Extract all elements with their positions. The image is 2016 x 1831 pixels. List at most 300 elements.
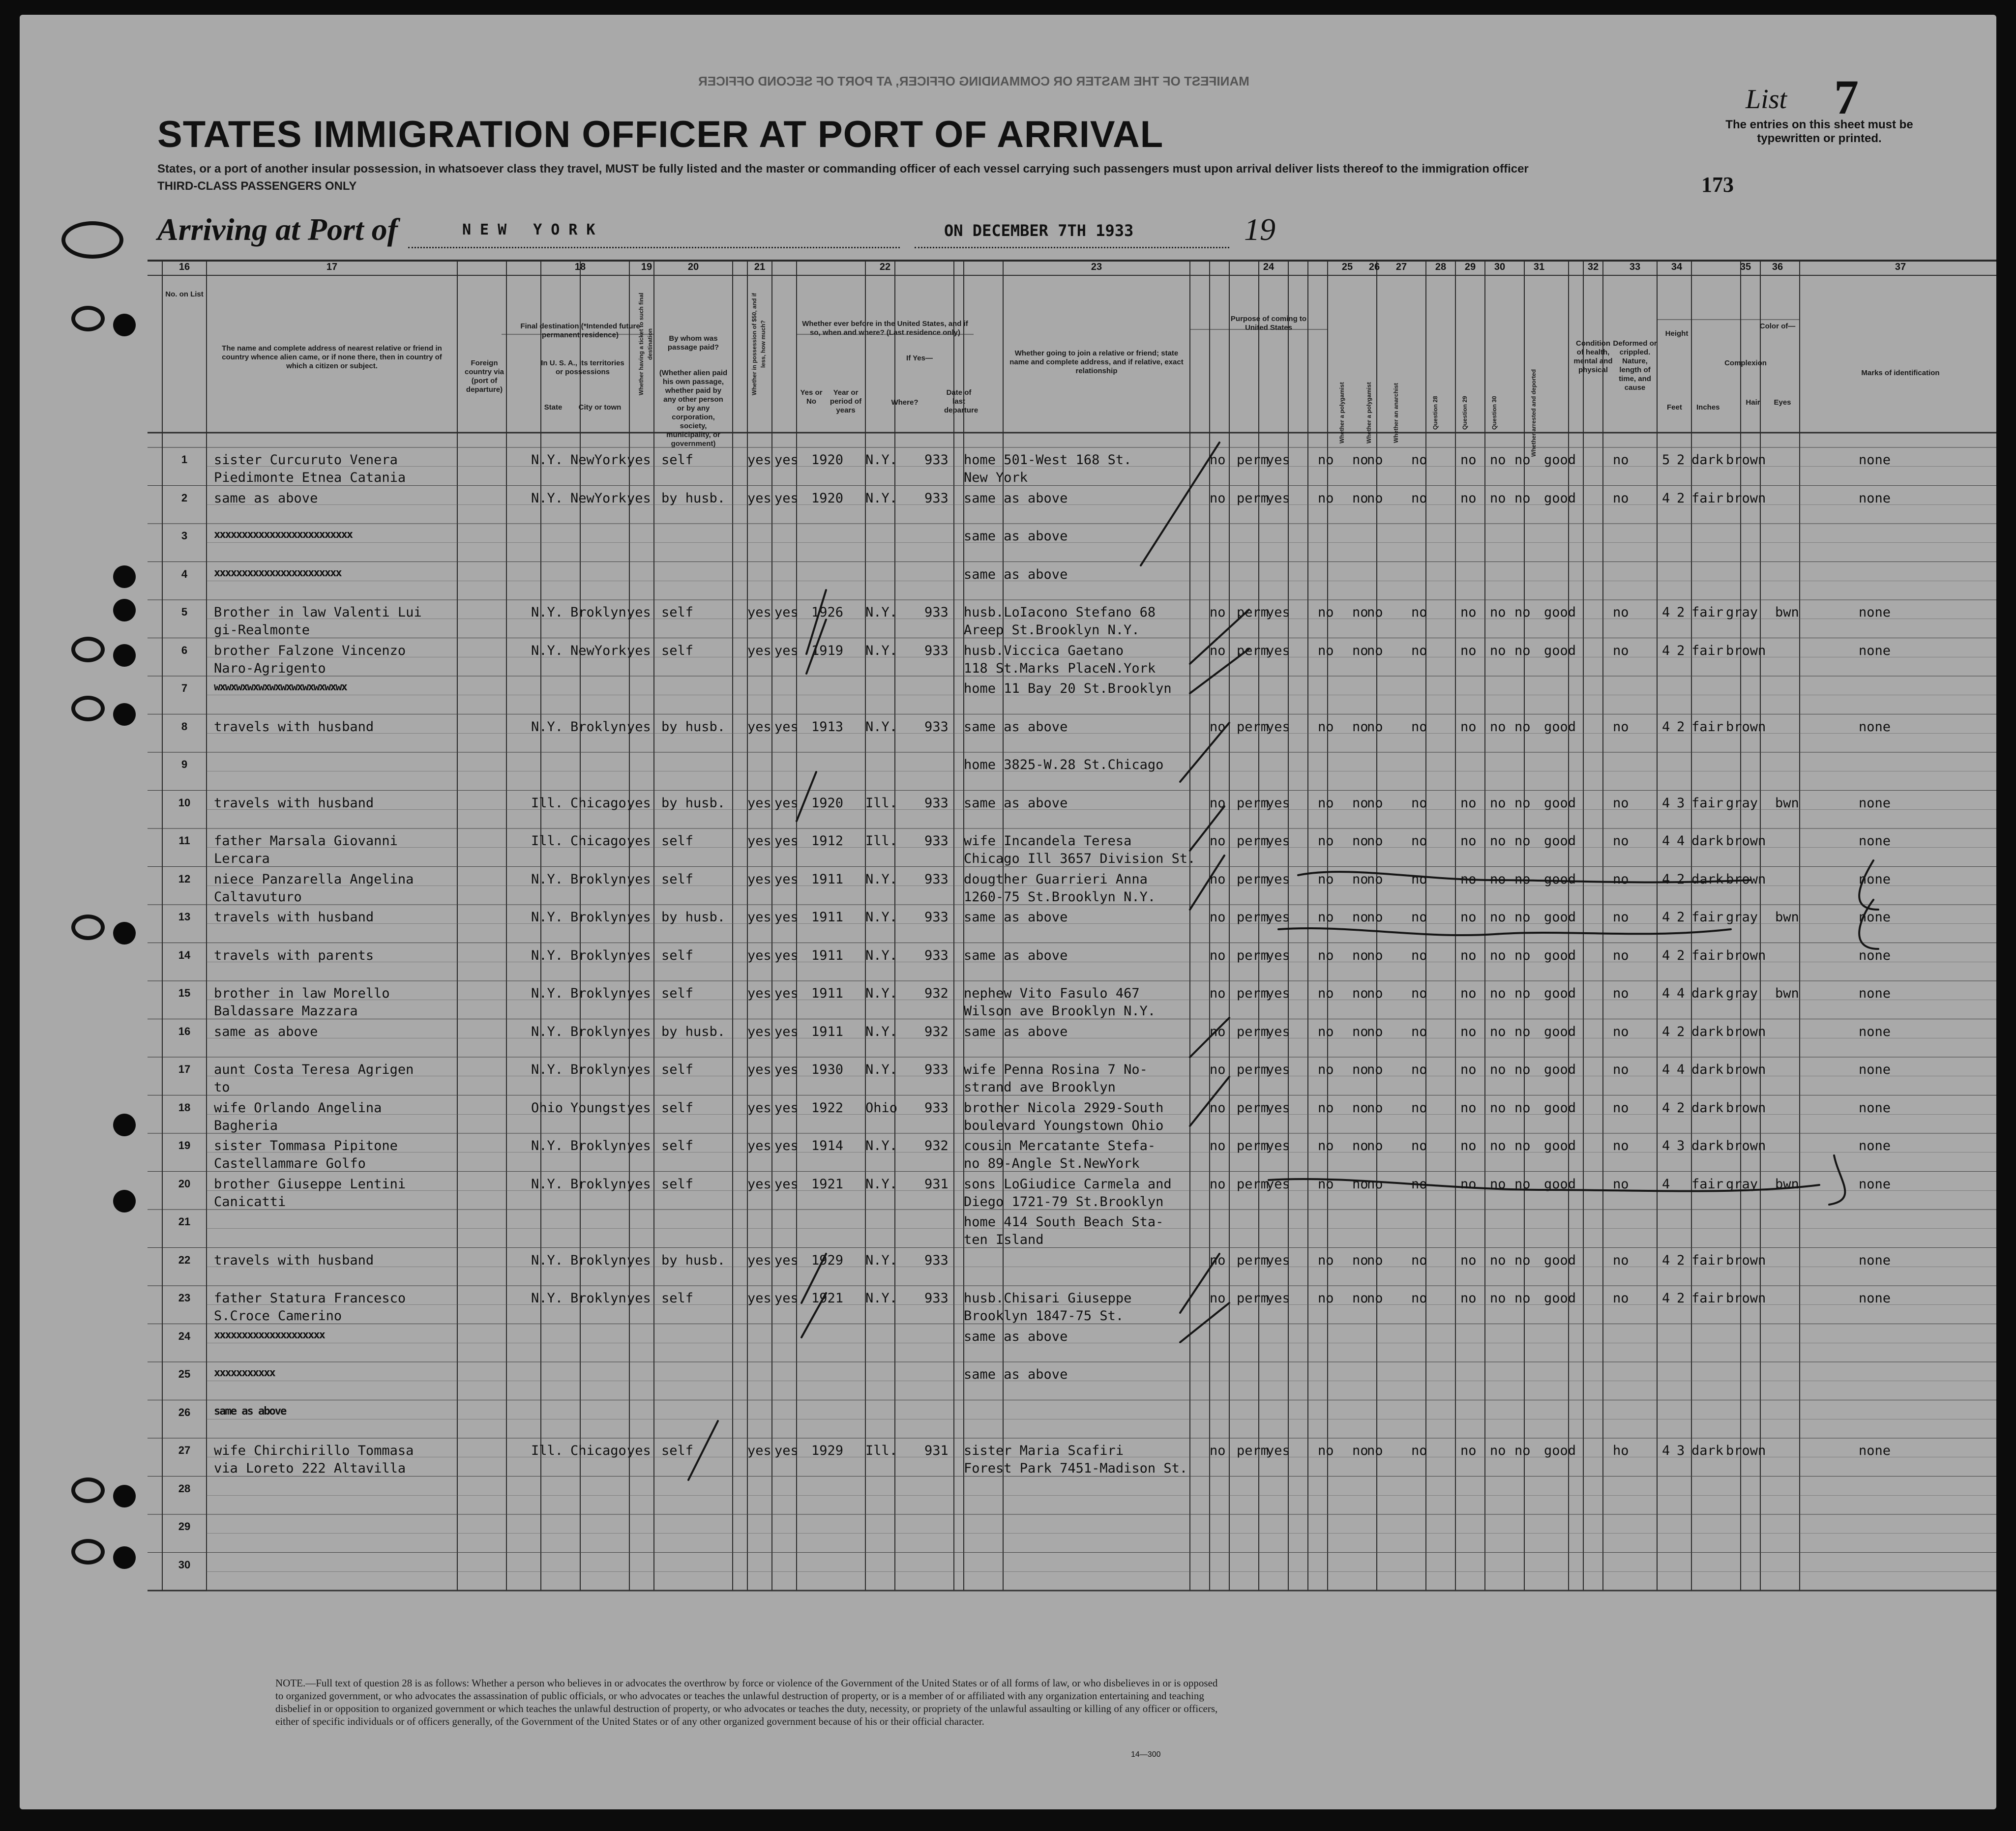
row-number: 24 [178,1329,191,1342]
cell-q28: no [1411,1291,1427,1306]
cell-dep: 933 [924,452,949,468]
cell-q27: no [1367,1443,1383,1458]
cell-city: Broklyn [570,1176,626,1192]
cell-in: 2 [1677,871,1685,887]
row-number: 25 [178,1368,191,1380]
cell-where: N.Y. [865,986,898,1001]
column-number: 29 [1464,262,1476,272]
cell-dep: 933 [924,490,949,506]
arriving-label: Arriving at Port of [157,212,398,247]
cell-q31: no [1514,1252,1531,1268]
column-header: Question 28 [1432,396,1439,430]
cell-q27: no [1367,795,1383,811]
cell-purpose: no [1210,986,1226,1001]
cell-state: N.Y. [531,643,563,658]
cell-rel: travels with husband [214,795,374,811]
cell-join: nephew Vito Fasulo 467 [964,986,1140,1001]
cell-before: yes [774,1100,799,1116]
cell-hair: gray [1726,605,1758,620]
cell-money: yes [747,833,771,849]
cell-money: yes [747,910,771,925]
cell-q29: no [1460,452,1477,468]
cell-q26: no [1352,795,1368,811]
cell-state: N.Y. [531,1024,563,1039]
punch-hole [113,1546,136,1569]
cell-state: Ill. [531,833,563,849]
column-header: Whether ever before in the United States, and if so, when and where? (Last residence only) [802,320,968,337]
cell-join: cousin Mercatante Stefa- [964,1138,1156,1153]
cell-year: 1920 [811,795,844,811]
cell-comp: dark [1691,1100,1724,1116]
cell-q27: no [1367,910,1383,925]
cell-q31: no [1514,947,1531,963]
column-number: 16 [178,262,190,272]
row-number: 26 [178,1406,191,1418]
cell-q25: no [1318,871,1334,887]
cell-join2: Chicago Ill 3657 Division St. [964,851,1196,866]
column-number: 22 [879,262,891,272]
cell-in: 2 [1677,1252,1685,1268]
cell-q26: no [1352,833,1368,849]
cell-join: home 414 South Beach Sta- [964,1214,1164,1230]
cell-perm: yes [1266,947,1290,963]
cell-purpose: no [1210,1062,1226,1077]
cell-ticket: yes [627,1024,651,1039]
cell-hair: brown [1726,719,1766,735]
cell-where: N.Y. [865,605,898,620]
column-header: Question 29 [1461,396,1468,430]
binder-ring [71,306,105,331]
cell-before: yes [774,947,799,963]
cell-q29: no [1460,1100,1477,1116]
cell-in: 2 [1677,1024,1685,1039]
cell-rel2: Castellammare Golfo [214,1156,366,1171]
row-number: 8 [181,720,188,733]
cell-q25: no [1318,605,1334,620]
column-header: State [544,403,563,412]
cell-q27: no [1367,1176,1383,1192]
cell-where: N.Y. [865,910,898,925]
column-number: 33 [1629,262,1641,272]
cell-before: yes [774,833,799,849]
cell-marks: none [1859,947,1891,963]
cell-q30: no [1490,719,1506,735]
cell-join: sons LoGiudice Carmela and [964,1176,1172,1192]
cell-q31: no [1514,1024,1531,1039]
cell-marks: none [1859,871,1891,887]
cell-deformed: no [1613,947,1629,963]
cell-where: Ill. [865,795,898,811]
cell-q26: no [1352,643,1368,658]
cell-marks: none [1859,1176,1891,1192]
cell-deformed: no [1613,871,1629,887]
cell-deformed: no [1613,452,1629,468]
column-header: Height [1665,329,1689,338]
cell-q31: no [1514,833,1531,849]
cell-deformed: no [1613,1062,1629,1077]
perm-label: perm [1237,1138,1269,1153]
cell-in: 4 [1677,833,1685,849]
cell-dep: 931 [924,1443,949,1458]
cell-dep: 933 [924,1100,949,1116]
cell-eyes: bwn [1775,1176,1799,1192]
cell-dep: 933 [924,643,949,658]
cell-ft: 4 [1662,1252,1670,1268]
row-number: 1 [181,453,188,466]
cell-q27: no [1367,643,1383,658]
cell-health: good [1544,871,1576,887]
cell-perm: yes [1266,1291,1290,1306]
cell-health: good [1544,452,1576,468]
binder-ring [71,696,105,721]
row-number: 15 [178,987,191,999]
cell-health: good [1544,719,1576,735]
cell-rel: wife Orlando Angelina [214,1100,382,1116]
cell-rel: xxxxxxxxxxxxxxxxxxxxxxxxx [214,529,353,541]
cell-marks: none [1859,1443,1891,1458]
cell-city: Broklyn [570,1138,626,1153]
cell-dep: 933 [924,947,949,963]
cell-q27: no [1367,1252,1383,1268]
cell-health: good [1544,1138,1576,1153]
cell-deformed: no [1613,1176,1629,1192]
entries-note: The entries on this sheet must be typewritten or printed. [1725,118,1913,145]
cell-purpose: no [1210,643,1226,658]
cell-marks: none [1859,643,1891,658]
cell-health: good [1544,490,1576,506]
cell-before: yes [774,452,799,468]
cell-q29: no [1460,871,1477,887]
cell-purpose: no [1210,910,1226,925]
column-header: Where? [891,398,919,407]
cell-hair: brown [1726,833,1766,849]
cell-state: Ill. [531,1443,563,1458]
cell-q28: no [1411,1176,1427,1192]
punch-hole [113,599,136,621]
cell-q26: no [1352,1252,1368,1268]
cell-q29: no [1460,986,1477,1001]
cell-perm: yes [1266,643,1290,658]
cell-ft: 4 [1662,1024,1670,1039]
cell-comp: fair [1691,490,1724,506]
cell-state: N.Y. [531,1176,563,1192]
cell-deformed: no [1613,1138,1629,1153]
cell-money: yes [747,1024,771,1039]
cell-in: 3 [1677,1443,1685,1458]
cell-in: 4 [1677,986,1685,1001]
cell-health: good [1544,986,1576,1001]
cell-q28: no [1411,833,1427,849]
cell-before: yes [774,605,799,620]
cell-join: same as above [964,529,1068,544]
cell-rel: same as above [214,1405,286,1418]
cell-q27: no [1367,605,1383,620]
arrival-date: ON DECEMBER 7TH 1933 [944,221,1134,240]
column-header: Foreign country via (port of departure) [464,359,504,394]
cell-purpose: no [1210,833,1226,849]
cell-before: yes [774,1291,799,1306]
cell-q25: no [1318,452,1334,468]
cell-year: 1913 [811,719,844,735]
cell-where: N.Y. [865,1176,898,1192]
cell-q29: no [1460,795,1477,811]
cell-rel: xxxxxxxxxxx [214,1367,275,1379]
cell-comp: fair [1691,643,1724,658]
column-number: 23 [1091,262,1102,272]
cell-q30: no [1490,1252,1506,1268]
perm-label: perm [1237,795,1269,811]
cell-ticket: yes [627,490,651,506]
cell-q26: no [1352,1176,1368,1192]
cell-rel: Brother in law Valenti Lui [214,605,422,620]
cell-ft: 4 [1662,643,1670,658]
cell-q31: no [1514,1176,1531,1192]
punch-hole [113,922,136,945]
cell-q28: no [1411,1252,1427,1268]
cell-state: N.Y. [531,871,563,887]
cell-eyes: bwn [1775,986,1799,1001]
cell-comp: fair [1691,1176,1724,1192]
column-header: Condition of health, mental and physical [1573,339,1613,374]
row-number: 16 [178,1025,191,1037]
cell-dep: 932 [924,1138,949,1153]
cell-paid: self [661,605,694,620]
port-name: NEW YORK [462,221,604,238]
cell-health: good [1544,910,1576,925]
column-number: 36 [1772,262,1783,272]
cell-state: N.Y. [531,947,563,963]
cell-rel: sister Tommasa Pipitone [214,1138,398,1153]
cell-q29: no [1460,643,1477,658]
cell-ft: 4 [1662,1291,1670,1306]
cell-purpose: no [1210,1176,1226,1192]
cell-in: 2 [1677,910,1685,925]
cell-paid: self [661,643,694,658]
cell-ft: 4 [1662,490,1670,506]
cell-city: Youngst [570,1100,626,1116]
cell-q30: no [1490,1062,1506,1077]
cell-q26: no [1352,1291,1368,1306]
cell-health: good [1544,833,1576,849]
cell-year: 1926 [811,605,844,620]
cell-q27: no [1367,833,1383,849]
cell-hair: brown [1726,1291,1766,1306]
cell-q27: no [1367,452,1383,468]
cell-q28: no [1411,795,1427,811]
cell-before: yes [774,795,799,811]
cell-ft: 4 [1662,719,1670,735]
cell-state: N.Y. [531,986,563,1001]
cell-q28: no [1411,1024,1427,1039]
column-number: 20 [687,262,699,272]
cell-ft: 4 [1662,986,1670,1001]
cell-rel2: Piedimonte Etnea Catania [214,470,406,485]
cell-q26: no [1352,605,1368,620]
cell-where: N.Y. [865,1138,898,1153]
cell-purpose: no [1210,1138,1226,1153]
cell-comp: fair [1691,1291,1724,1306]
cell-hair: brown [1726,947,1766,963]
cell-q31: no [1514,910,1531,925]
cell-q27: no [1367,1024,1383,1039]
cell-money: yes [747,1138,771,1153]
column-header: If Yes— [906,354,933,362]
column-number: 26 [1368,262,1380,272]
perm-label: perm [1237,719,1269,735]
row-number: 6 [181,644,188,656]
cell-ticket: yes [627,871,651,887]
cell-ticket: yes [627,833,651,849]
cell-state: N.Y. [531,452,563,468]
cell-dep: 933 [924,1252,949,1268]
cell-deformed: no [1613,1100,1629,1116]
cell-dep: 933 [924,1062,949,1077]
column-header: Question 30 [1491,396,1498,430]
column-header: Whether a polygamist [1365,382,1372,444]
cell-rel: travels with husband [214,719,374,735]
cell-ft: 4 [1662,605,1670,620]
cell-paid: by husb. [661,910,726,925]
cell-deformed: no [1613,643,1629,658]
cell-rel2: via Loreto 222 Altavilla [214,1461,406,1476]
cell-q25: no [1318,643,1334,658]
cell-state: N.Y. [531,490,563,506]
cell-ft: 4 [1662,1100,1670,1116]
cell-money: yes [747,719,771,735]
cell-q25: no [1318,833,1334,849]
cell-ticket: yes [627,1138,651,1153]
row-number: 21 [178,1215,191,1228]
cell-dep: 932 [924,986,949,1001]
cell-health: good [1544,643,1576,658]
cell-where: Ill. [865,833,898,849]
column-header: The name and complete address of nearest relative or friend in country whence alien came, or if none there, then in country of which a citizen or subject. [222,344,442,370]
binder-ring [71,915,105,940]
cell-join: same as above [964,1367,1068,1382]
cell-join: same as above [964,1024,1068,1039]
cell-health: good [1544,1291,1576,1306]
cell-rel: sister Curcuruto Venera [214,452,398,468]
cell-comp: dark [1691,986,1724,1001]
perm-label: perm [1237,1024,1269,1039]
cell-rel: father Statura Francesco [214,1291,406,1306]
cell-in: 2 [1677,490,1685,506]
cell-deformed: no [1613,1291,1629,1306]
cell-ft: 4 [1662,833,1670,849]
row-number: 2 [181,491,188,504]
cell-comp: dark [1691,1443,1724,1458]
cell-q26: no [1352,986,1368,1001]
cell-deformed: no [1613,1024,1629,1039]
cell-rel2: to [214,1080,230,1095]
cell-q27: no [1367,490,1383,506]
column-header: Whether an anarchist [1393,383,1399,443]
cell-q28: no [1411,910,1427,925]
column-header: (Whether alien paid his own passage, whether paid by any other person or by any corporation, society, municipality, or government) [659,369,728,448]
cell-rel: niece Panzarella Angelina [214,871,414,887]
cell-q30: no [1490,1138,1506,1153]
row-number: 27 [178,1444,191,1456]
cell-perm: yes [1266,1252,1290,1268]
cell-marks: none [1859,1138,1891,1153]
cell-city: Chicago [570,795,626,811]
cell-money: yes [747,1062,771,1077]
cell-paid: by husb. [661,1252,726,1268]
cell-ticket: yes [627,1443,651,1458]
cell-marks: none [1859,452,1891,468]
cell-perm: yes [1266,719,1290,735]
cell-join: husb.Chisari Giuseppe [964,1291,1132,1306]
cell-join2: Wilson ave Brooklyn N.Y. [964,1004,1156,1019]
cell-before: yes [774,1176,799,1192]
row-number: 13 [178,911,191,923]
cell-q28: no [1411,719,1427,735]
cell-where: N.Y. [865,643,898,658]
cell-q25: no [1318,1291,1334,1306]
column-header: Purpose of coming to United States [1230,315,1307,332]
cell-perm: yes [1266,833,1290,849]
cell-where: N.Y. [865,719,898,735]
cell-money: yes [747,947,771,963]
cell-q30: no [1490,871,1506,887]
cell-paid: self [661,833,694,849]
cell-q31: no [1514,1443,1531,1458]
cell-city: Broklyn [570,719,626,735]
cell-deformed: no [1613,910,1629,925]
perm-label: perm [1237,871,1269,887]
form-title: STATES IMMIGRATION OFFICER AT PORT OF ARRIVAL [157,114,1164,155]
cell-money: yes [747,1176,771,1192]
cell-deformed: no [1613,795,1629,811]
cell-comp: fair [1691,947,1724,963]
cell-before: yes [774,986,799,1001]
cell-comp: fair [1691,719,1724,735]
column-header: Whether in possession of $50, and if less, how much? [751,293,767,396]
cell-q31: no [1514,871,1531,887]
column-header: Whether arrested and deported [1530,369,1537,457]
cell-rel2: Naro-Agrigento [214,660,326,676]
cell-q25: no [1318,1062,1334,1077]
cell-join: same as above [964,719,1068,735]
cell-q26: no [1352,1100,1368,1116]
cell-join: same as above [964,910,1068,925]
cell-where: N.Y. [865,947,898,963]
cell-rel: travels with husband [214,1252,374,1268]
cell-purpose: no [1210,1024,1226,1039]
cell-where: Ohio [865,1100,898,1116]
cell-health: good [1544,1062,1576,1077]
cell-hair: brown [1726,490,1766,506]
cell-perm: yes [1266,1138,1290,1153]
cell-q28: no [1411,947,1427,963]
cell-money: yes [747,1252,771,1268]
year-prefix: 19 [1244,212,1275,247]
cell-join2: 118 St.Marks PlaceN.York [964,660,1156,676]
cell-health: good [1544,1100,1576,1116]
cell-health: good [1544,1252,1576,1268]
cell-eyes: bwn [1775,795,1799,811]
cell-paid: self [661,1062,694,1077]
cell-q30: no [1490,947,1506,963]
cell-q30: no [1490,986,1506,1001]
cell-hair: brown [1726,1443,1766,1458]
cell-paid: self [661,986,694,1001]
cell-q26: no [1352,719,1368,735]
cell-in: 2 [1677,719,1685,735]
cell-purpose: no [1210,490,1226,506]
cell-paid: self [661,1100,694,1116]
cell-q25: no [1318,719,1334,735]
